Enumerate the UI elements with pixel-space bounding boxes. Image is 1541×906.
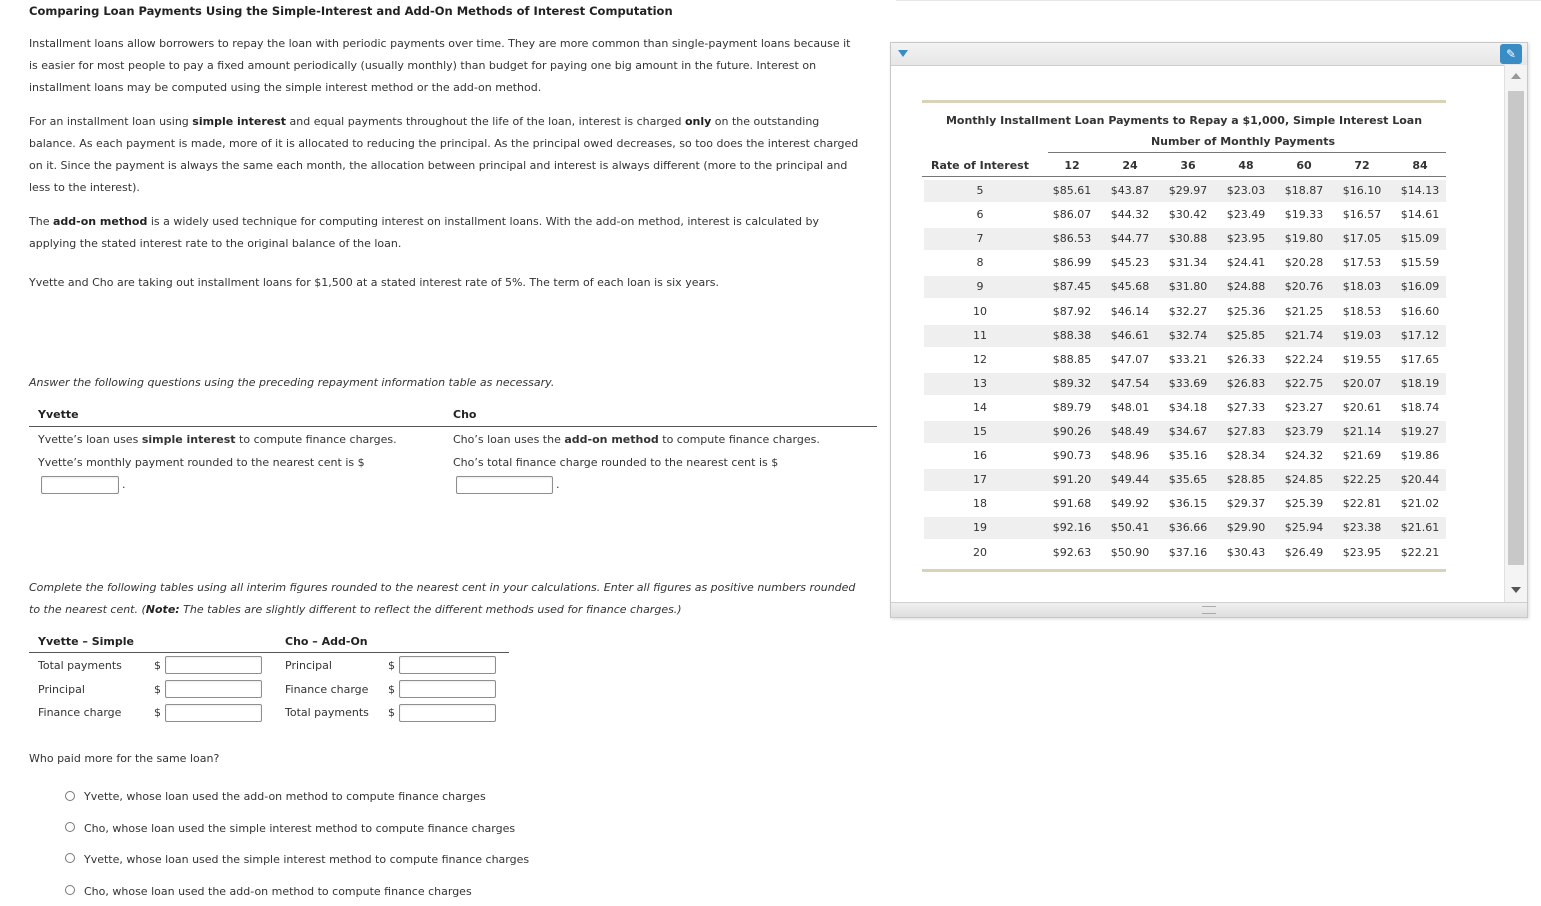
scenario-paragraph: Yvette and Cho are taking out installment loans for $1,500 at a stated interest rate of 5%. The term of each loan is six years. [29,276,719,289]
period: . [122,478,126,491]
month-column-header: 12 [1064,159,1080,172]
payment-cell: $50.41 [1110,521,1150,534]
intro-line: is easier for most people to pay a fixed amount periodically (usually monthly) than budget for paying one big amount in the future. Interest on [29,59,817,72]
scroll-down-icon[interactable] [1511,587,1521,593]
divider [29,426,877,427]
payment-cell: $91.20 [1052,473,1092,486]
payment-cell: $17.53 [1342,256,1382,269]
simple-interest-paragraph [29,111,874,199]
add-on-paragraph [29,211,874,255]
payment-cell: $86.53 [1052,232,1092,245]
cho-principal-input[interactable] [399,656,496,674]
cho-total-payments-label: Total payments [285,706,369,719]
payment-cell: $15.09 [1400,232,1440,245]
payment-cell: $23.38 [1342,521,1382,534]
payment-cell: $45.23 [1110,256,1150,269]
payment-cell: $31.80 [1168,280,1208,293]
payment-cell: $20.07 [1342,377,1382,390]
payment-cell: $17.05 [1342,232,1382,245]
month-column-header: 72 [1354,159,1370,172]
payment-cell: $44.77 [1110,232,1150,245]
scroll-thumb[interactable] [1508,91,1524,565]
payment-cell: $34.67 [1168,425,1208,438]
cho-add-on-header: Cho – Add-On [285,635,368,648]
payment-cell: $29.37 [1226,497,1266,510]
rate-cell: 11 [973,329,987,342]
payment-cell: $26.33 [1226,353,1266,366]
payment-cell: $21.14 [1342,425,1382,438]
cho-finance-charge-prompt: Cho’s total finance charge rounded to the nearest cent is $ [453,456,779,469]
dollar-sign: $ [388,683,395,696]
payment-cell: $29.97 [1168,184,1208,197]
table-subheader: Number of Monthly Payments [1150,135,1336,148]
cho-column-header: Cho [453,408,477,421]
payment-cell: $23.27 [1284,401,1324,414]
payment-cell: $21.74 [1284,329,1324,342]
payment-cell: $19.86 [1400,449,1440,462]
option-1-label[interactable]: Yvette, whose loan used the add-on method to compute finance charges [84,790,486,803]
cho-method-text: Cho’s loan uses the add-on method to compute finance charges. [453,433,820,446]
yvette-principal-label: Principal [38,683,85,696]
rate-cell: 20 [973,546,987,559]
payment-cell: $23.03 [1226,184,1266,197]
payment-cell: $87.92 [1052,305,1092,318]
rate-cell: 19 [973,521,987,534]
payment-cell: $27.83 [1226,425,1266,438]
payment-cell: $33.21 [1168,353,1208,366]
rate-cell: 18 [973,497,987,510]
rate-cell: 17 [973,473,987,486]
payment-cell: $27.33 [1226,401,1266,414]
table-title: Monthly Installment Loan Payments to Repay a $1,000, Simple Interest Loan [945,114,1423,127]
month-column-header: 36 [1180,159,1196,172]
table-top-rule [922,100,1446,103]
payment-cell: $35.65 [1168,473,1208,486]
payment-cell: $22.75 [1284,377,1324,390]
payment-cell: $26.49 [1284,546,1324,559]
payment-cell: $90.26 [1052,425,1092,438]
rate-cell: 6 [976,208,984,221]
payment-cell: $28.34 [1226,449,1266,462]
payment-cell: $26.83 [1226,377,1266,390]
table-instruction-line: Complete the following tables using all interim figures rounded to the nearest cent in your calculations. Enter all figures as positive numbers rounded [29,581,856,594]
instruction-text: Answer the following questions using the preceding repayment information table as necessary. [29,376,555,389]
collapse-arrow-icon[interactable] [898,50,908,57]
payment-cell: $22.25 [1342,473,1382,486]
table-instruction-paragraph [29,577,874,621]
payment-cell: $49.92 [1110,497,1150,510]
payment-cell: $21.25 [1284,305,1324,318]
payment-cell: $23.95 [1342,546,1382,559]
payment-cell: $25.85 [1226,329,1266,342]
payment-cell: $25.39 [1284,497,1324,510]
dollar-sign: $ [388,706,395,719]
pin-icon[interactable]: ✎ [1500,44,1522,64]
payment-cell: $89.79 [1052,401,1092,414]
payment-cell: $19.33 [1284,208,1324,221]
dollar-sign: $ [388,659,395,672]
payment-cell: $22.24 [1284,353,1324,366]
payment-cell: $89.32 [1052,377,1092,390]
payment-cell: $14.61 [1400,208,1440,221]
payment-cell: $25.94 [1284,521,1324,534]
payment-cell: $36.66 [1168,521,1208,534]
scroll-up-icon[interactable] [1511,73,1521,79]
payment-cell: $24.41 [1226,256,1266,269]
payment-cell: $19.80 [1284,232,1324,245]
who-paid-more-question: Who paid more for the same loan? [29,752,220,765]
payment-cell: $18.03 [1342,280,1382,293]
vertical-scrollbar[interactable] [1504,65,1527,603]
divider [896,0,1541,1]
payment-cell: $24.85 [1284,473,1324,486]
cho-total-payments-input[interactable] [399,704,496,722]
month-column-header: 84 [1412,159,1428,172]
yvette-column-header: Yvette [38,408,79,421]
rate-cell: 10 [973,305,987,318]
payment-cell: $18.53 [1342,305,1382,318]
payment-cell: $31.34 [1168,256,1208,269]
panel-header-bar [891,43,1527,66]
payment-cell: $50.90 [1110,546,1150,559]
cho-principal-label: Principal [285,659,332,672]
payment-cell: $32.27 [1168,305,1208,318]
intro-line: Installment loans allow borrowers to repay the loan with periodic payments over time. They are more common than single-payment loans because it [29,37,851,50]
rate-column-header: Rate of Interest [931,159,1029,172]
rate-cell: 7 [976,232,984,245]
payment-cell: $19.55 [1342,353,1382,366]
page-title: Comparing Loan Payments Using the Simple-Interest and Add-On Methods of Interest Computation [29,4,673,18]
payment-cell: $28.85 [1226,473,1266,486]
payment-cell: $21.61 [1400,521,1440,534]
radio-option-4[interactable] [65,885,75,895]
payment-cell: $17.12 [1400,329,1440,342]
add-on-line: applying the stated interest rate to the original balance of the loan. [29,237,402,250]
resize-grip-icon[interactable] [1202,606,1216,614]
simple-interest-line: For an installment loan using simple interest and equal payments throughout the life of the loan, interest is charged only on the outstanding [29,115,820,128]
month-column-header: 60 [1296,159,1312,172]
cho-finance-charge-input[interactable] [456,476,553,494]
payment-cell: $87.45 [1052,280,1092,293]
payment-cell: $43.87 [1110,184,1150,197]
yvette-monthly-payment-input[interactable] [41,476,119,494]
payment-cell: $23.79 [1284,425,1324,438]
payment-cell: $16.57 [1342,208,1382,221]
payment-cell: $16.10 [1342,184,1382,197]
payment-cell: $48.49 [1110,425,1150,438]
payment-cell: $47.54 [1110,377,1150,390]
payment-cell: $92.16 [1052,521,1092,534]
yvette-total-payments-input[interactable] [165,656,262,674]
payment-cell: $86.07 [1052,208,1092,221]
yvette-total-payments-label: Total payments [38,659,122,672]
payment-cell: $16.60 [1400,305,1440,318]
payment-cell: $30.42 [1168,208,1208,221]
divider [922,176,1446,177]
dollar-sign: $ [154,659,161,672]
payment-cell: $30.43 [1226,546,1266,559]
payment-cell: $22.21 [1400,546,1440,559]
payment-cell: $23.49 [1226,208,1266,221]
divider [29,652,509,653]
payment-cell: $46.61 [1110,329,1150,342]
payment-cell: $29.90 [1226,521,1266,534]
simple-interest-line: on it. Since the payment is always the same each month, the allocation between principal and interest is always different (more to the principal and [29,159,848,172]
intro-line: installment loans may be computed using the simple interest method or the add-on method. [29,81,542,94]
simple-interest-line: less to the interest). [29,181,140,194]
payment-cell: $45.68 [1110,280,1150,293]
yvette-simple-header: Yvette – Simple [38,635,134,648]
payment-cell: $48.96 [1110,449,1150,462]
payment-cell: $35.16 [1168,449,1208,462]
option-4-label[interactable]: Cho, whose loan used the add-on method to compute finance charges [84,885,472,898]
payment-cell: $18.74 [1400,401,1440,414]
payment-cell: $85.61 [1052,184,1092,197]
payment-cell: $23.95 [1226,232,1266,245]
payment-cell: $20.44 [1400,473,1440,486]
rate-cell: 9 [976,280,984,293]
simple-interest-line: balance. As each payment is made, more of it is allocated to reducing the principal. As the principal owed decreases, so too does the interest charged [29,137,859,150]
cho-finance-charge-label: Finance charge [285,683,369,696]
rate-cell: 16 [973,449,987,462]
payment-cell: $14.13 [1400,184,1440,197]
cho-finance-charge-input[interactable] [399,680,496,698]
rate-cell: 12 [973,353,987,366]
payment-cell: $17.65 [1400,353,1440,366]
payment-cell: $36.15 [1168,497,1208,510]
payment-cell: $25.36 [1226,305,1266,318]
payment-cell: $91.68 [1052,497,1092,510]
yvette-payment-prompt: Yvette’s monthly payment rounded to the nearest cent is $ [38,456,365,469]
option-2-label[interactable]: Cho, whose loan used the simple interest method to compute finance charges [84,822,516,835]
payment-cell: $92.63 [1052,546,1092,559]
intro-paragraph [29,33,874,99]
payment-cell: $44.32 [1110,208,1150,221]
payment-cell: $49.44 [1110,473,1150,486]
payment-cell: $19.27 [1400,425,1440,438]
period: . [556,478,560,491]
month-column-header: 24 [1122,159,1138,172]
payment-cell: $88.85 [1052,353,1092,366]
add-on-line: The add-on method is a widely used technique for computing interest on installment loans. With the add-on method, interest is calculated by [29,215,820,228]
payment-cell: $24.88 [1226,280,1266,293]
dollar-sign: $ [154,683,161,696]
yvette-method-text: Yvette’s loan uses simple interest to compute finance charges. [38,433,397,446]
panel-footer-bar [891,602,1527,617]
yvette-finance-charge-label: Finance charge [38,706,122,719]
yvette-finance-charge-input[interactable] [165,704,262,722]
rate-cell: 13 [973,377,987,390]
dollar-sign: $ [154,706,161,719]
payment-cell: $30.88 [1168,232,1208,245]
yvette-principal-input[interactable] [165,680,262,698]
table-bottom-rule [922,569,1446,572]
payment-cell: $21.02 [1400,497,1440,510]
payment-cell: $90.73 [1052,449,1092,462]
table-instruction-line: to the nearest cent. (Note: The tables are slightly different to reflect the different methods used for finance charges.) [29,603,682,616]
payment-cell: $48.01 [1110,401,1150,414]
payment-cell: $15.59 [1400,256,1440,269]
payment-cell: $20.76 [1284,280,1324,293]
payment-cell: $18.19 [1400,377,1440,390]
payment-cell: $32.74 [1168,329,1208,342]
payment-cell: $20.28 [1284,256,1324,269]
rate-cell: 8 [976,256,984,269]
payment-cell: $33.69 [1168,377,1208,390]
radio-option-3[interactable] [65,853,75,863]
divider [1048,152,1446,153]
payment-cell: $86.99 [1052,256,1092,269]
rate-cell: 14 [973,401,987,414]
payment-cell: $24.32 [1284,449,1324,462]
payment-cell: $34.18 [1168,401,1208,414]
payment-cell: $46.14 [1110,305,1150,318]
payment-cell: $20.61 [1342,401,1382,414]
payment-cell: $18.87 [1284,184,1324,197]
payment-cell: $19.03 [1342,329,1382,342]
payment-cell: $88.38 [1052,329,1092,342]
month-column-header: 48 [1238,159,1254,172]
payment-cell: $21.69 [1342,449,1382,462]
rate-cell: 5 [976,184,984,197]
radio-option-1[interactable] [65,791,75,801]
option-3-label[interactable]: Yvette, whose loan used the simple interest method to compute finance charges [84,853,530,866]
radio-option-2[interactable] [65,822,75,832]
payment-cell: $22.81 [1342,497,1382,510]
rate-cell: 15 [973,425,987,438]
payment-cell: $47.07 [1110,353,1150,366]
payment-cell: $16.09 [1400,280,1440,293]
payment-cell: $37.16 [1168,546,1208,559]
